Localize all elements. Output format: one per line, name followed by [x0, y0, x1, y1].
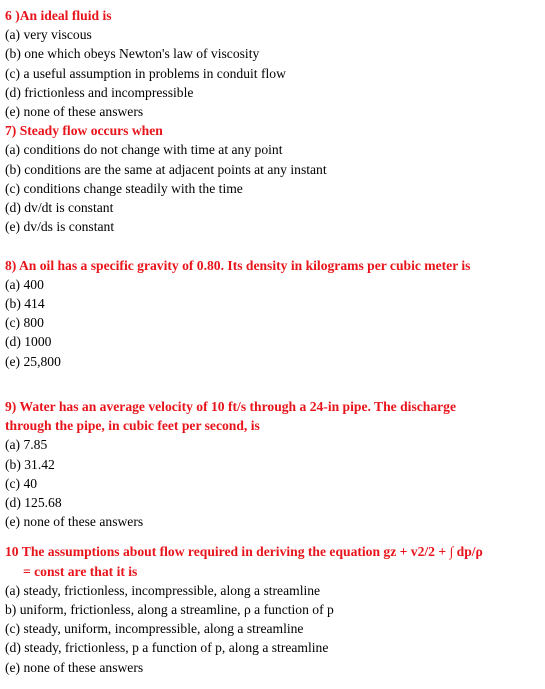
spacer	[5, 236, 545, 255]
question-8-option-e: (e) 25,800	[5, 353, 61, 369]
spacer	[5, 371, 545, 390]
question-8-option-b: (b) 414	[5, 296, 45, 312]
question-9-option-d: (d) 125.68	[5, 495, 62, 511]
question-6-option-d: (d) frictionless and incompressible	[5, 84, 194, 100]
question-9-option-b: (b) 31.42	[5, 456, 55, 472]
spacer	[5, 531, 545, 542]
question-8	[5, 256, 545, 371]
question-6-option-c: (c) a useful assumption in problems in conduit flow	[5, 65, 286, 81]
question-9-title-line-2: through the pipe, in cubic feet per second, is	[5, 418, 260, 434]
question-8-option-a: (a) 400	[5, 276, 44, 292]
question-9	[5, 397, 545, 531]
question-6-option-e: (e) none of these answers	[5, 104, 144, 120]
question-10	[5, 542, 545, 676]
question-7-option-e: (e) dv/ds is constant	[5, 219, 115, 235]
question-7-option-a: (a) conditions do not change with time at any point	[5, 142, 283, 158]
question-7	[5, 121, 545, 236]
question-6-title: 6 )An ideal fluid is	[5, 8, 112, 23]
question-9-title	[5, 397, 545, 435]
question-10-option-b: b) uniform, frictionless, along a streamline, ρ a function of p	[5, 602, 334, 618]
question-6-option-a: (a) very viscous	[5, 27, 92, 43]
question-8-title: 8) An oil has a specific gravity of 0.80. Its density in kilograms per cubic meter is	[5, 257, 471, 273]
question-10-option-d: (d) steady, frictionless, p a function of p, along a streamline	[5, 640, 329, 656]
question-8-option-d: (d) 1000	[5, 334, 52, 350]
question-10-option-c: (c) steady, uniform, incompressible, along a streamline	[5, 621, 304, 637]
question-7-option-b: (b) conditions are the same at adjacent points at any instant	[5, 161, 327, 177]
question-10-title-line-1: 10 The assumptions about flow required in deriving the equation gz + v2/2 + ∫ dp/ρ	[5, 544, 483, 560]
question-10-title-line-2: = const are that it is	[23, 563, 138, 579]
question-7-title: 7) Steady flow occurs when	[5, 123, 163, 139]
question-9-option-a: (a) 7.85	[5, 437, 48, 453]
question-9-option-c: (c) 40	[5, 475, 38, 491]
question-7-option-c: (c) conditions change steadily with the time	[5, 180, 243, 196]
question-9-option-e: (e) none of these answers	[5, 514, 144, 530]
spacer	[5, 390, 545, 397]
question-6-option-b: (b) one which obeys Newton's law of viscosity	[5, 46, 260, 62]
question-7-option-d: (d) dv/dt is constant	[5, 200, 114, 216]
question-10-title	[5, 542, 545, 580]
question-6	[5, 6, 545, 121]
question-10-option-a: (a) steady, frictionless, incompressible, along a streamline	[5, 582, 321, 598]
question-9-title-line-1: 9) Water has an average velocity of 10 ft/s through a 24-in pipe. The discharge	[5, 399, 456, 415]
question-10-option-e: (e) none of these answers	[5, 659, 144, 675]
question-8-option-c: (c) 800	[5, 315, 44, 331]
